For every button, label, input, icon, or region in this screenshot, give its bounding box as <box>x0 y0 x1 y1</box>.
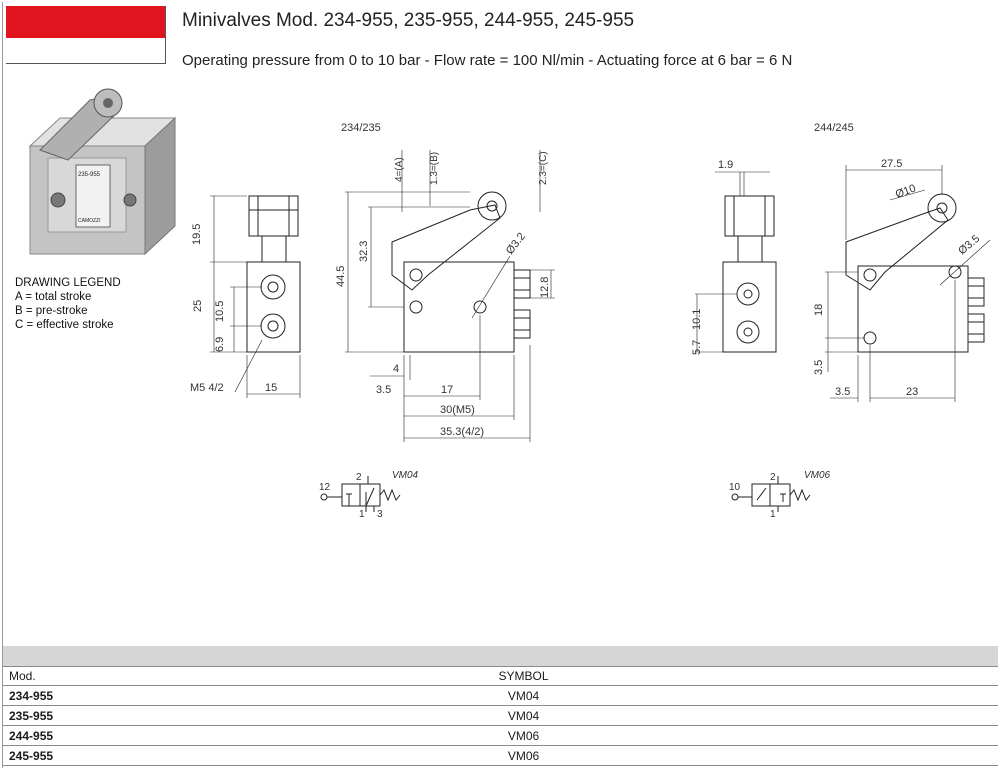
vm06-port-10: 10 <box>729 482 741 493</box>
dim-3-5: 3.5 <box>376 384 392 396</box>
dim-32-3: 32.3 <box>358 240 370 262</box>
photo-brand: CAMOZZI <box>78 218 101 224</box>
dim-44-5: 44.5 <box>335 265 347 287</box>
header-mod: Mod. <box>9 669 36 683</box>
dim-17: 17 <box>441 384 454 396</box>
dim-35-3: 35.3(4/2) <box>440 426 485 438</box>
dim-3-5-horizontal: 3.5 <box>835 386 851 398</box>
table-header-row <box>3 666 998 686</box>
table-top-bar <box>3 646 998 666</box>
right-side-view <box>825 165 990 402</box>
model-symbol-table <box>3 646 998 766</box>
valve-photo <box>30 89 175 254</box>
dim-19-5: 19.5 <box>191 223 203 245</box>
vm04-port-1: 1 <box>359 509 365 520</box>
drawing-left-label: 234/235 <box>341 122 381 134</box>
dim-12-8: 12.8 <box>539 276 551 298</box>
dim-10-1: 10.1 <box>691 308 703 330</box>
legend-item-b: B = pre-stroke <box>15 305 88 317</box>
page-title: Minivalves Mod. 234-955, 235-955, 244-955, 245-955 <box>182 10 635 31</box>
dim-15: 15 <box>265 382 278 394</box>
row-symbol: VM06 <box>507 748 540 763</box>
dim-6-9: 6.9 <box>214 336 226 352</box>
vm06-port-1: 1 <box>770 509 776 520</box>
dim-dia-3-2: Ø3.2 <box>503 230 529 257</box>
vm04-port-3: 3 <box>377 509 383 520</box>
dim-m5: M5 4/2 <box>190 382 224 394</box>
row-mod: 235-955 <box>9 708 54 723</box>
dim-23: 23 <box>906 386 919 398</box>
row-mod: 245-955 <box>9 748 54 763</box>
table-row <box>3 706 998 726</box>
dim-10-5: 10.5 <box>214 300 226 322</box>
dim-c: 2.3=(C) <box>538 151 549 185</box>
legend-item-a: A = total stroke <box>15 291 92 303</box>
dim-3-5-vertical: 3.5 <box>813 359 825 375</box>
table-row <box>3 686 998 706</box>
vm04-label: VM04 <box>392 470 419 481</box>
spec-line: Operating pressure from 0 to 10 bar - Flow rate = 100 Nl/min - Actuating force at 6 bar = 6 N <box>182 52 793 69</box>
right-front-view <box>695 172 776 352</box>
dim-5-7: 5.7 <box>691 339 703 355</box>
dim-30: 30(M5) <box>440 404 475 416</box>
table-row <box>3 726 998 746</box>
vm06-port-2: 2 <box>770 472 776 483</box>
dim-a: 4=(A) <box>394 157 405 182</box>
dim-dia-10: Ø10 <box>893 182 918 201</box>
left-front-view <box>210 196 300 398</box>
vm06-label: VM06 <box>804 470 831 481</box>
dim-b: 1.3=(B) <box>429 151 440 185</box>
dim-4: 4 <box>393 363 400 375</box>
drawing-legend <box>15 276 121 332</box>
drawing-right-label: 244/245 <box>814 122 854 134</box>
dim-1-9: 1.9 <box>718 159 734 171</box>
vm04-port-2: 2 <box>356 472 362 483</box>
legend-title: DRAWING LEGEND <box>15 277 121 289</box>
row-mod: 234-955 <box>9 688 54 703</box>
left-side-view <box>345 150 555 442</box>
row-mod: 244-955 <box>9 728 54 743</box>
row-symbol: VM04 <box>507 688 540 703</box>
row-symbol: VM04 <box>507 708 540 723</box>
dim-27-5: 27.5 <box>881 158 903 170</box>
vm04-port-12: 12 <box>319 482 331 493</box>
row-symbol: VM06 <box>507 728 540 743</box>
photo-code: 235-955 <box>78 172 101 178</box>
legend-item-c: C = effective stroke <box>15 319 114 331</box>
dim-25: 25 <box>192 299 204 312</box>
dim-dia-3-5: Ø3.5 <box>956 232 983 258</box>
table-row <box>3 746 998 766</box>
header-symbol: SYMBOL <box>498 669 549 683</box>
dim-18: 18 <box>813 303 825 316</box>
